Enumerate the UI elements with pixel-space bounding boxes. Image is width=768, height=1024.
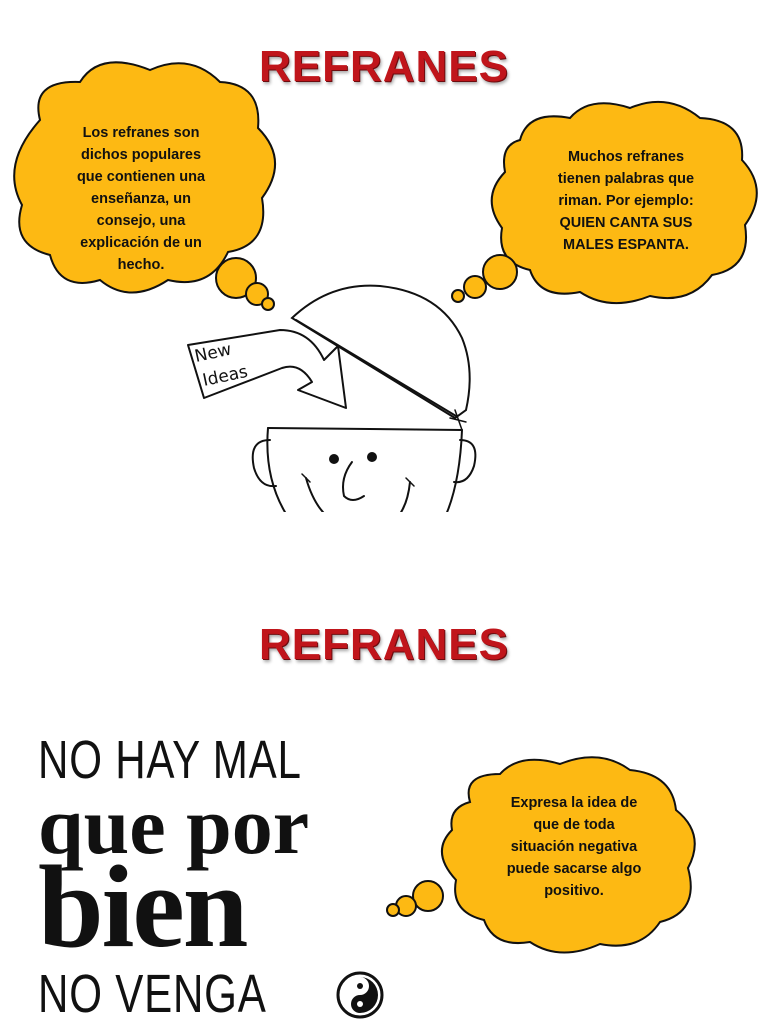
left-bubble-line: explicación de un bbox=[80, 235, 202, 251]
slide-2-bubble-line: Expresa la idea de bbox=[510, 795, 638, 811]
saying-line-2: que por bbox=[38, 780, 310, 871]
slide-2-bubble-text bbox=[474, 792, 674, 902]
right-bubble-line: Muchos refranes bbox=[567, 149, 685, 165]
slide-2-title: REFRANES bbox=[258, 620, 510, 669]
slide-2-bubble-line: que de toda bbox=[533, 817, 615, 833]
left-bubble-line: que contienen una bbox=[76, 169, 206, 185]
right-bubble-line: QUIEN CANTA SUS bbox=[559, 215, 693, 231]
left-bubble-line: dichos populares bbox=[80, 147, 202, 163]
saying-line-1: NO HAY MAL bbox=[38, 730, 302, 790]
saying-line-3: bien bbox=[38, 841, 247, 972]
left-bubble-line: consejo, una bbox=[96, 213, 186, 229]
right-bubble-line: riman. Por ejemplo: bbox=[558, 193, 694, 209]
left-bubble-line: Los refranes son bbox=[82, 125, 200, 141]
left-bubble-text bbox=[46, 122, 236, 276]
right-bubble-text bbox=[526, 146, 726, 256]
slide-2-bubble-line: positivo. bbox=[544, 883, 604, 899]
saying-line-4: NO VENGA bbox=[38, 964, 267, 1024]
slide-2-bubble-line: puede sacarse algo bbox=[506, 861, 642, 877]
new-ideas-line-1: New bbox=[192, 339, 234, 367]
slide-2-bubble-line: situación negativa bbox=[510, 839, 638, 855]
left-bubble-line: hecho. bbox=[117, 257, 165, 273]
left-bubble-line: enseñanza, un bbox=[91, 191, 191, 207]
slide-1-title: REFRANES bbox=[258, 42, 510, 91]
yin-yang-icon bbox=[338, 973, 382, 1017]
new-ideas-line-2: Ideas bbox=[200, 361, 250, 391]
right-bubble-line: tienen palabras que bbox=[557, 171, 695, 187]
slide-2 bbox=[0, 512, 768, 1024]
right-bubble-line: MALES ESPANTA. bbox=[563, 237, 689, 253]
